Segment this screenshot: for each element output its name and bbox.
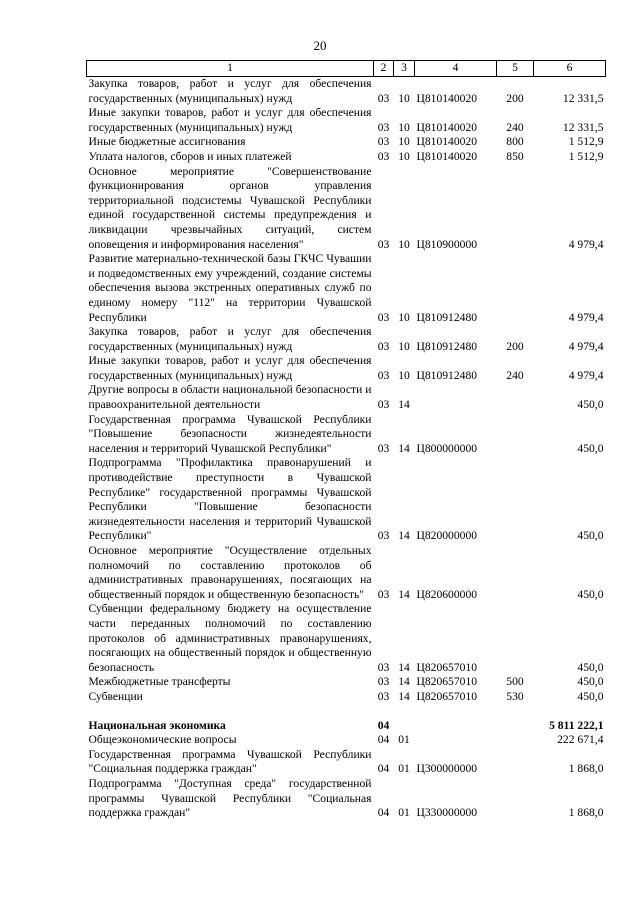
row-expense-type [497, 252, 534, 325]
row-target-code: Ц820657010 [416, 689, 478, 703]
row-expense-type: 500 [506, 675, 524, 689]
row-target-code: Ц800000000 [416, 441, 478, 455]
row-target-code: Ц820000000 [416, 529, 478, 543]
row-amount: 1 868,0 [568, 762, 604, 776]
page-number: 20 [313, 38, 327, 53]
row-section: 03 [377, 441, 390, 455]
row-name: Уплата налогов, сборов и иных платежей [88, 149, 292, 163]
row-name: Общеэкономические вопросы [88, 733, 237, 747]
row-expense-type: 800 [506, 135, 524, 149]
row-expense-type: 240 [506, 120, 524, 134]
row-name: Закупка товаров, работ и услуг для обеспечения государственных (муниципальных) нужд [88, 325, 372, 353]
column-header: 2 [374, 61, 394, 77]
row-section: 03 [377, 120, 390, 134]
row-subsection: 10 [398, 310, 410, 324]
row-subsection: 14 [398, 689, 410, 703]
row-target-code: Ц810912480 [416, 339, 478, 353]
row-subsection: 10 [398, 91, 410, 105]
row-section: 03 [377, 529, 390, 543]
row-subsection: 14 [398, 660, 410, 674]
row-amount: 12 331,5 [562, 91, 604, 105]
row-name: Развитие материально-технической базы ГКЧС Чувашии и подведомственных ему учреждений, создание системы обеспечения вызова экстренных оперативных служб по единому номеру "112" на территории Чувашской Республики [88, 252, 372, 324]
row-name: Иные бюджетные ассигнования [88, 135, 246, 149]
row-expense-type [497, 719, 534, 734]
row-subsection [394, 719, 415, 734]
row-section: 03 [377, 237, 390, 251]
row-section: 03 [377, 339, 390, 353]
row-name: Национальная экономика [88, 718, 226, 732]
row-section: 03 [377, 368, 390, 382]
row-amount: 450,0 [577, 689, 604, 703]
row-expense-type: 240 [506, 368, 524, 382]
table-row [87, 602, 606, 675]
row-subsection: 10 [398, 120, 410, 134]
row-name: Основное мероприятие "Совершенствование функционирования органов управления территориальной подсистемы Чувашской Республики единой государственной системы предупреждения и ликвидации чрезвычайных ситуаций, систем оповещения и информирования населения" [88, 164, 372, 251]
row-section: 04 [377, 733, 390, 747]
table-row [87, 675, 606, 690]
row-section: 03 [377, 310, 390, 324]
row-target-code: Ц820657010 [416, 675, 478, 689]
row-section: 03 [377, 135, 390, 149]
row-subsection: 01 [398, 733, 410, 747]
row-expense-type: 200 [506, 339, 524, 353]
table-row [87, 733, 606, 748]
row-amount: 450,0 [577, 660, 604, 674]
row-target-code: Ц810140020 [416, 135, 478, 149]
row-subsection: 10 [398, 237, 410, 251]
row-section: 03 [377, 149, 390, 163]
row-target-code [415, 733, 497, 748]
table-row [87, 413, 606, 457]
table-row [87, 106, 606, 135]
table-row [87, 544, 606, 602]
table-row [87, 165, 606, 253]
row-target-code: Ц330000000 [416, 806, 478, 820]
row-section: 03 [377, 675, 390, 689]
row-name: Основное мероприятие "Осуществление отдельных полномочий по составлению протоколов об административных правонарушениях, посягающих на общественный порядок и общественную безопасность" [88, 544, 372, 601]
row-target-code: Ц810900000 [416, 237, 478, 251]
row-target-code: Ц810140020 [416, 91, 478, 105]
row-subsection: 01 [398, 762, 410, 776]
row-name: Иные закупки товаров, работ и услуг для обеспечения государственных (муниципальных) нужд [88, 354, 372, 382]
row-expense-type: 850 [506, 149, 524, 163]
row-name: Другие вопросы в области национальной безопасности и правоохранительной деятельности [88, 383, 372, 412]
row-amount: 222 671,4 [557, 733, 604, 747]
row-amount: 1 512,9 [568, 149, 604, 163]
row-expense-type [497, 544, 534, 602]
row-subsection: 01 [398, 806, 410, 820]
row-section: 03 [377, 689, 390, 703]
row-amount: 4 979,4 [568, 237, 604, 251]
row-section: 04 [377, 718, 390, 732]
row-target-code: Ц810140020 [416, 149, 478, 163]
spacer-row [87, 705, 606, 719]
row-subsection: 14 [398, 529, 410, 543]
table-row [87, 77, 606, 107]
row-amount: 1 512,9 [568, 135, 604, 149]
row-subsection: 14 [398, 675, 410, 689]
row-target-code: Ц300000000 [416, 762, 478, 776]
table-row [87, 690, 606, 705]
table-row [87, 719, 606, 734]
row-amount: 450,0 [577, 398, 604, 412]
row-amount: 4 979,4 [568, 310, 604, 324]
column-header: 1 [87, 61, 374, 77]
row-name: Подпрограмма "Доступная среда" государственной программы Чувашской Республики "Социальная поддержка граждан" [88, 776, 372, 820]
row-section: 04 [377, 762, 390, 776]
row-target-code: Ц820600000 [416, 587, 478, 601]
table-row [87, 748, 606, 777]
row-section: 03 [377, 398, 390, 412]
table-row [87, 456, 606, 544]
row-subsection: 10 [398, 135, 410, 149]
column-header: 6 [534, 61, 606, 77]
table-row [87, 135, 606, 150]
row-subsection: 14 [398, 441, 410, 455]
row-amount: 4 979,4 [568, 368, 604, 382]
row-target-code: Ц820657010 [416, 660, 478, 674]
row-amount: 1 868,0 [568, 806, 604, 820]
row-name: Государственная программа Чувашской Республики "Повышение безопасности жизнедеятельности населения и территорий Чувашской Республики" [88, 412, 372, 455]
row-target-code: Ц810140020 [416, 120, 478, 134]
row-amount: 5 811 222,1 [549, 718, 604, 732]
row-target-code [415, 719, 497, 734]
column-header: 3 [394, 61, 415, 77]
row-section: 04 [377, 806, 390, 820]
row-expense-type [497, 602, 534, 675]
row-amount: 450,0 [577, 441, 604, 455]
row-target-code: Ц810912480 [416, 310, 478, 324]
row-amount: 450,0 [577, 529, 604, 543]
row-amount: 4 979,4 [568, 339, 604, 353]
table-row [87, 777, 606, 821]
row-amount: 12 331,5 [562, 120, 604, 134]
row-subsection: 10 [398, 149, 410, 163]
row-expense-type [497, 383, 534, 412]
row-subsection: 14 [398, 398, 410, 412]
row-expense-type [497, 456, 534, 544]
table-row [87, 325, 606, 354]
table-header-row [87, 61, 606, 77]
row-expense-type [497, 413, 534, 457]
table-row [87, 354, 606, 383]
row-amount: 450,0 [577, 675, 604, 689]
row-target-code [415, 383, 497, 412]
table-body [87, 77, 606, 821]
column-header: 4 [415, 61, 497, 77]
column-header: 5 [497, 61, 534, 77]
row-name: Государственная программа Чувашской Республики "Социальная поддержка граждан" [88, 747, 372, 776]
row-expense-type [497, 733, 534, 748]
table-row [87, 252, 606, 325]
row-name: Закупка товаров, работ и услуг для обеспечения государственных (муниципальных) нужд [88, 77, 372, 105]
table-row [87, 383, 606, 412]
row-section: 03 [377, 587, 390, 601]
row-amount: 450,0 [577, 587, 604, 601]
row-section: 03 [377, 660, 390, 674]
row-expense-type: 530 [506, 689, 524, 703]
table-row [87, 150, 606, 165]
row-name: Субвенции федеральному бюджету на осуществление части переданных полномочий по составлению протоколов об административных правонарушениях, посягающих на общественный порядок и общественную безопасность [88, 602, 372, 674]
row-name: Подпрограмма "Профилактика правонарушений и противодействие преступности в Чувашской Республике" государственной программы Чувашской Республики "Повышение безопасности жизнедеятельности населения и территорий Чувашской Республики" [88, 456, 372, 543]
row-expense-type: 200 [506, 91, 524, 105]
row-expense-type [497, 165, 534, 253]
row-subsection: 14 [398, 587, 410, 601]
row-name: Иные закупки товаров, работ и услуг для обеспечения государственных (муниципальных) нужд [88, 106, 372, 134]
row-target-code: Ц810912480 [416, 368, 478, 382]
row-name: Субвенции [88, 689, 143, 703]
budget-table [86, 60, 606, 821]
row-expense-type [497, 777, 534, 821]
row-section: 03 [377, 91, 390, 105]
row-name: Межбюджетные трансферты [88, 675, 231, 689]
row-subsection: 10 [398, 339, 410, 353]
row-expense-type [497, 748, 534, 777]
row-subsection: 10 [398, 368, 410, 382]
